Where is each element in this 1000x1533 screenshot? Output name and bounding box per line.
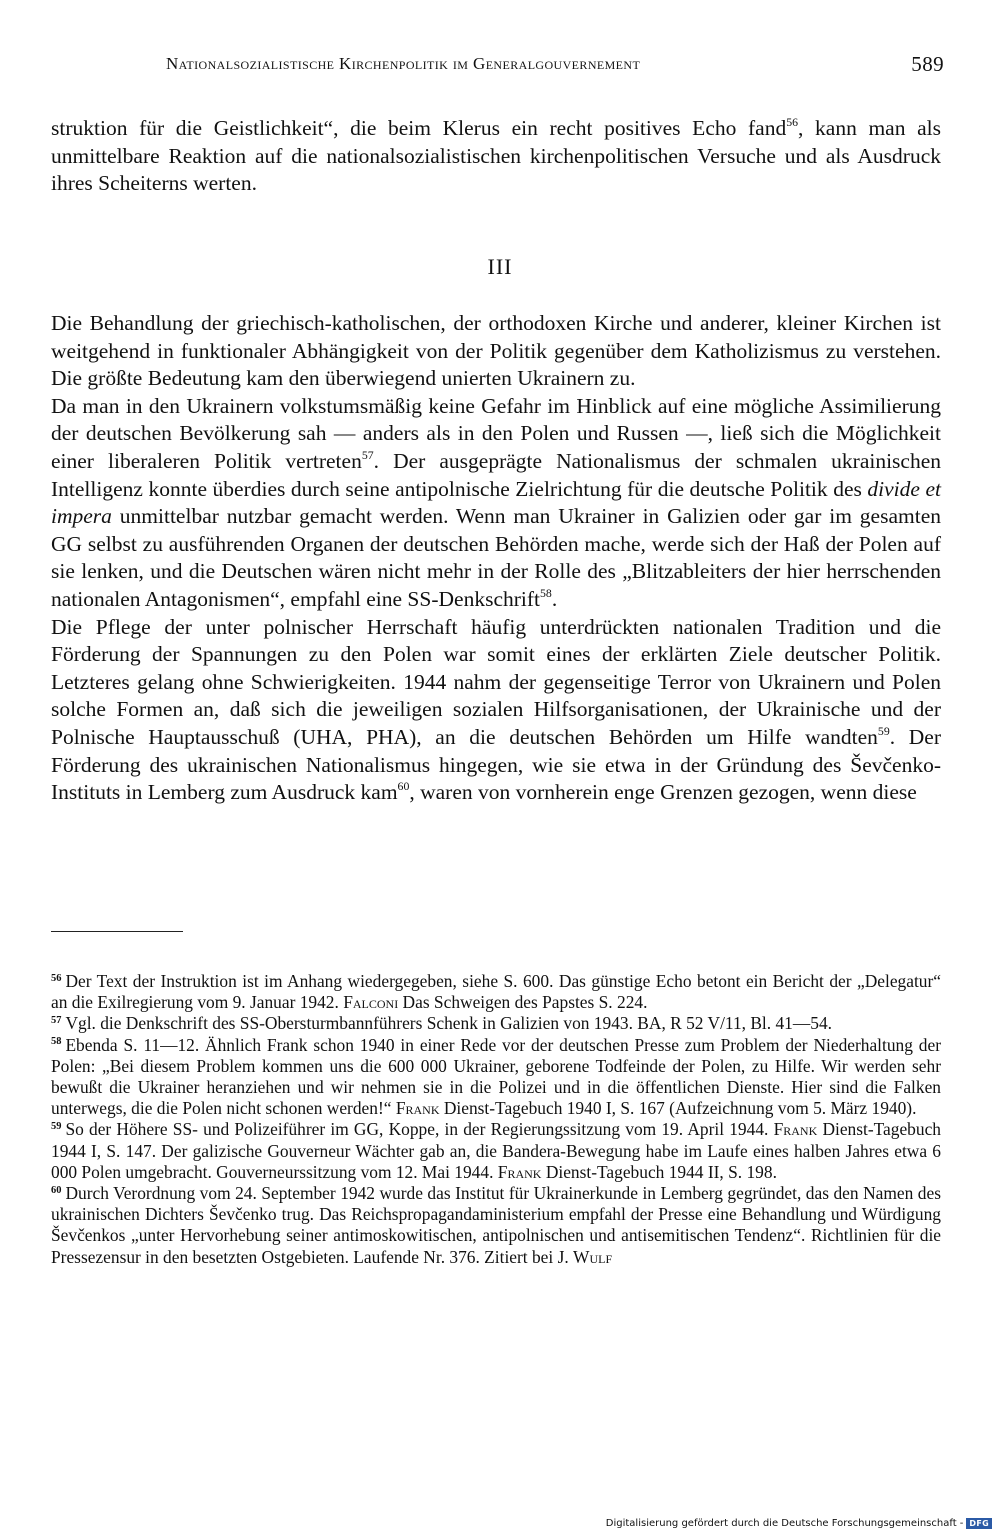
footnote-number: 58 xyxy=(51,1036,62,1048)
footnote-text: Durch Verordnung vom 24. September 1942 wurde das Institut für Ukrainerkunde in Lemberg gegründet, das den Namen des ukrainischen Dichters Ševčenko trug. Das Reichspropagandaministerium empfahl der Presse eine Behandlung und Würdigung Ševčenkos „unter Hervorhebung seiner antimoskowitischen, antipolnischen und antisemitischen Tendenz“. Richtlinien für die Pressezensur in den besetzten Ostgebieten. Laufende Nr. 376. Zitiert bei J. xyxy=(51,1183,941,1267)
footnote-text: So der Höhere SS- und Polizeiführer im GG, Koppe, in der Regierungssitzung vom 19. April 1944. xyxy=(65,1119,774,1140)
footnote-text: Dienst-Tagebuch 1940 I, S. 167 (Aufzeichnung vom 5. März 1940). xyxy=(439,1098,917,1119)
author-name: Falconi xyxy=(343,992,399,1013)
paragraph-3-text: , waren von vornherein enge Grenzen gezogen, wenn diese xyxy=(409,780,917,805)
page-number: 589 xyxy=(911,52,944,76)
footnotes xyxy=(51,971,941,1268)
footnote-number: 56 xyxy=(51,972,62,984)
digitization-credit xyxy=(606,1516,992,1530)
footnote-56 xyxy=(51,971,941,1013)
intro-paragraph xyxy=(51,115,941,198)
footnote-58 xyxy=(51,1035,941,1120)
footnote-text: Der Text der Instruktion ist im Anhang wiedergegeben, siehe S. 600. Das günstige Echo betont ein Bericht der „Delegatur“ an die Exilregierung vom 9. Januar 1942. xyxy=(51,971,941,1013)
paragraph-2 xyxy=(51,393,941,614)
footnote-text: Dienst-Tagebuch 1944 II, S. 198. xyxy=(541,1161,777,1182)
paragraph-2-text: unmittelbar nutzbar gemacht werden. Wenn man Ukrainer in Galizien oder gar im gesamten GG selbst zu ausführenden Organen der deutschen Behörden mache, werde sich der Haß der Polen auf sie lenken, und die Deutschen wären nicht mehr in der Rolle des „Blitzableiters der hier herrschenden nationalen Antagonismen“, empfahl eine SS-Denkschrift xyxy=(51,504,941,611)
footnote-number: 59 xyxy=(51,1121,62,1133)
paragraph-3-text: Die Pflege der unter polnischer Herrschaft häufig unterdrückten nationalen Tradition und die Förderung der Spannungen zu den Polen war somit eines der erklärten Ziele deutscher Politik. Letzteres gelang ohne Schwierigkeiten. 1944 nahm der gegenseitige Terror von Ukrainern und Polen solche Formen an, daß sich die jeweiligen sozialen Hilfsorganisationen, der Ukrainische und der Polnische Hauptausschuß (UHA, PHA), an die deutschen Behörden um Hilfe wandten xyxy=(51,614,941,749)
footnote-text: Das Schweigen des Papstes S. 224. xyxy=(398,992,648,1013)
paragraph-2-text: . xyxy=(551,586,558,611)
footnote-number: 57 xyxy=(51,1015,62,1027)
footnote-number: 60 xyxy=(51,1184,62,1196)
footnote-60 xyxy=(51,1183,941,1268)
running-head xyxy=(166,54,944,84)
running-title: Nationalsozialistische Kirchenpolitik im Generalgouvernement xyxy=(166,54,641,73)
author-name: Frank xyxy=(395,1098,440,1119)
footnote-ref-57[interactable]: 57 xyxy=(361,448,374,463)
intro-text: struktion für die Geistlichkeit“, die beim Klerus ein recht positives Echo fand xyxy=(51,116,787,140)
footnote-ref-58[interactable]: 58 xyxy=(540,586,552,601)
credit-text: Digitalisierung gefördert durch die Deutsche Forschungsgemeinschaft - xyxy=(605,1517,964,1529)
footnote-57 xyxy=(51,1013,941,1034)
section-body xyxy=(51,310,941,807)
paragraph-2-text: . Der ausgeprägte Nationalismus der schmalen ukrainischen Intelligenz konnte überdies durch seine antipolnische Zielrichtung für die deutsche Politik des xyxy=(51,448,942,501)
footnote-text: Dienst-Tagebuch 1944 I, S. 147. Der galizische Gouverneur Wächter gab an, die Bandera-Bewegung habe im Laufe eines halben Jahres etwa 6 000 Polen umgebracht. Gouverneurssitzung vom 12. Mai 1944. xyxy=(51,1119,941,1182)
footnote-divider xyxy=(51,931,183,932)
footnote-text: Vgl. die Denkschrift des SS-Obersturmbannführers Schenk in Galizien von 1943. BA, R 52 V/11, Bl. 41—54. xyxy=(65,1013,832,1034)
footnote-text: Ebenda S. 11—12. Ähnlich Frank schon 1940 in einer Rede vor der deutschen Presse zum Problem der Niederhaltung der Polen: „Bei diesem Problem kommen uns die 600 000 Ukrainer, geborene Todfeinde der Polen, zu Hilfe. Wir werden sehr bewußt die Ukrainer heranziehen und wir nehmen sie in die Polizei und in die öffentlichen Dienste. Hier sind die Falken unterwegs, die die Polen nicht schonen werden!“ xyxy=(51,1034,941,1119)
paragraph-2-text: Da man in den Ukrainern volkstumsmäßig keine Gefahr im Hinblick auf eine mögliche Assimilierung der deutschen Bevölkerung sah — anders als in den Polen und Russen —, ließ sich die Möglichkeit einer liberaleren Politik vertreten xyxy=(51,393,941,473)
author-name: Frank xyxy=(497,1161,542,1182)
intro-text-cont: , kann man als unmittelbare Reaktion auf die nationalsozialistischen kirchenpolitischen Versuche und als Ausdruck ihres Scheiterns werten. xyxy=(51,116,941,196)
footnote-ref-59[interactable]: 59 xyxy=(877,724,890,739)
section-heading: III xyxy=(487,254,513,279)
footnote-ref-56[interactable]: 56 xyxy=(786,115,799,130)
dfg-logo-icon[interactable]: DFG xyxy=(966,1518,992,1529)
latin-phrase: divide et impera xyxy=(51,476,941,529)
paragraph-3 xyxy=(51,614,941,807)
author-name: Wulf xyxy=(573,1246,613,1267)
author-name: Frank xyxy=(773,1119,818,1140)
footnote-ref-60[interactable]: 60 xyxy=(397,779,410,794)
paragraph-1: Die Behandlung der griechisch-katholischen, der orthodoxen Kirche und anderer, kleiner Kirchen ist weitgehend in funktionaler Abhängigkeit von der Politik gegenüber dem Katholizismus zu verstehen. Die größte Bedeutung kam den überwiegend unierten Ukrainern zu. xyxy=(51,311,941,391)
paragraph-3-text: . Der Förderung des ukrainischen Nationalismus hingegen, wie sie etwa in der Gründung des Ševčenko-Instituts in Lemberg zum Ausdruck kam xyxy=(51,724,941,805)
footnote-59 xyxy=(51,1119,941,1183)
